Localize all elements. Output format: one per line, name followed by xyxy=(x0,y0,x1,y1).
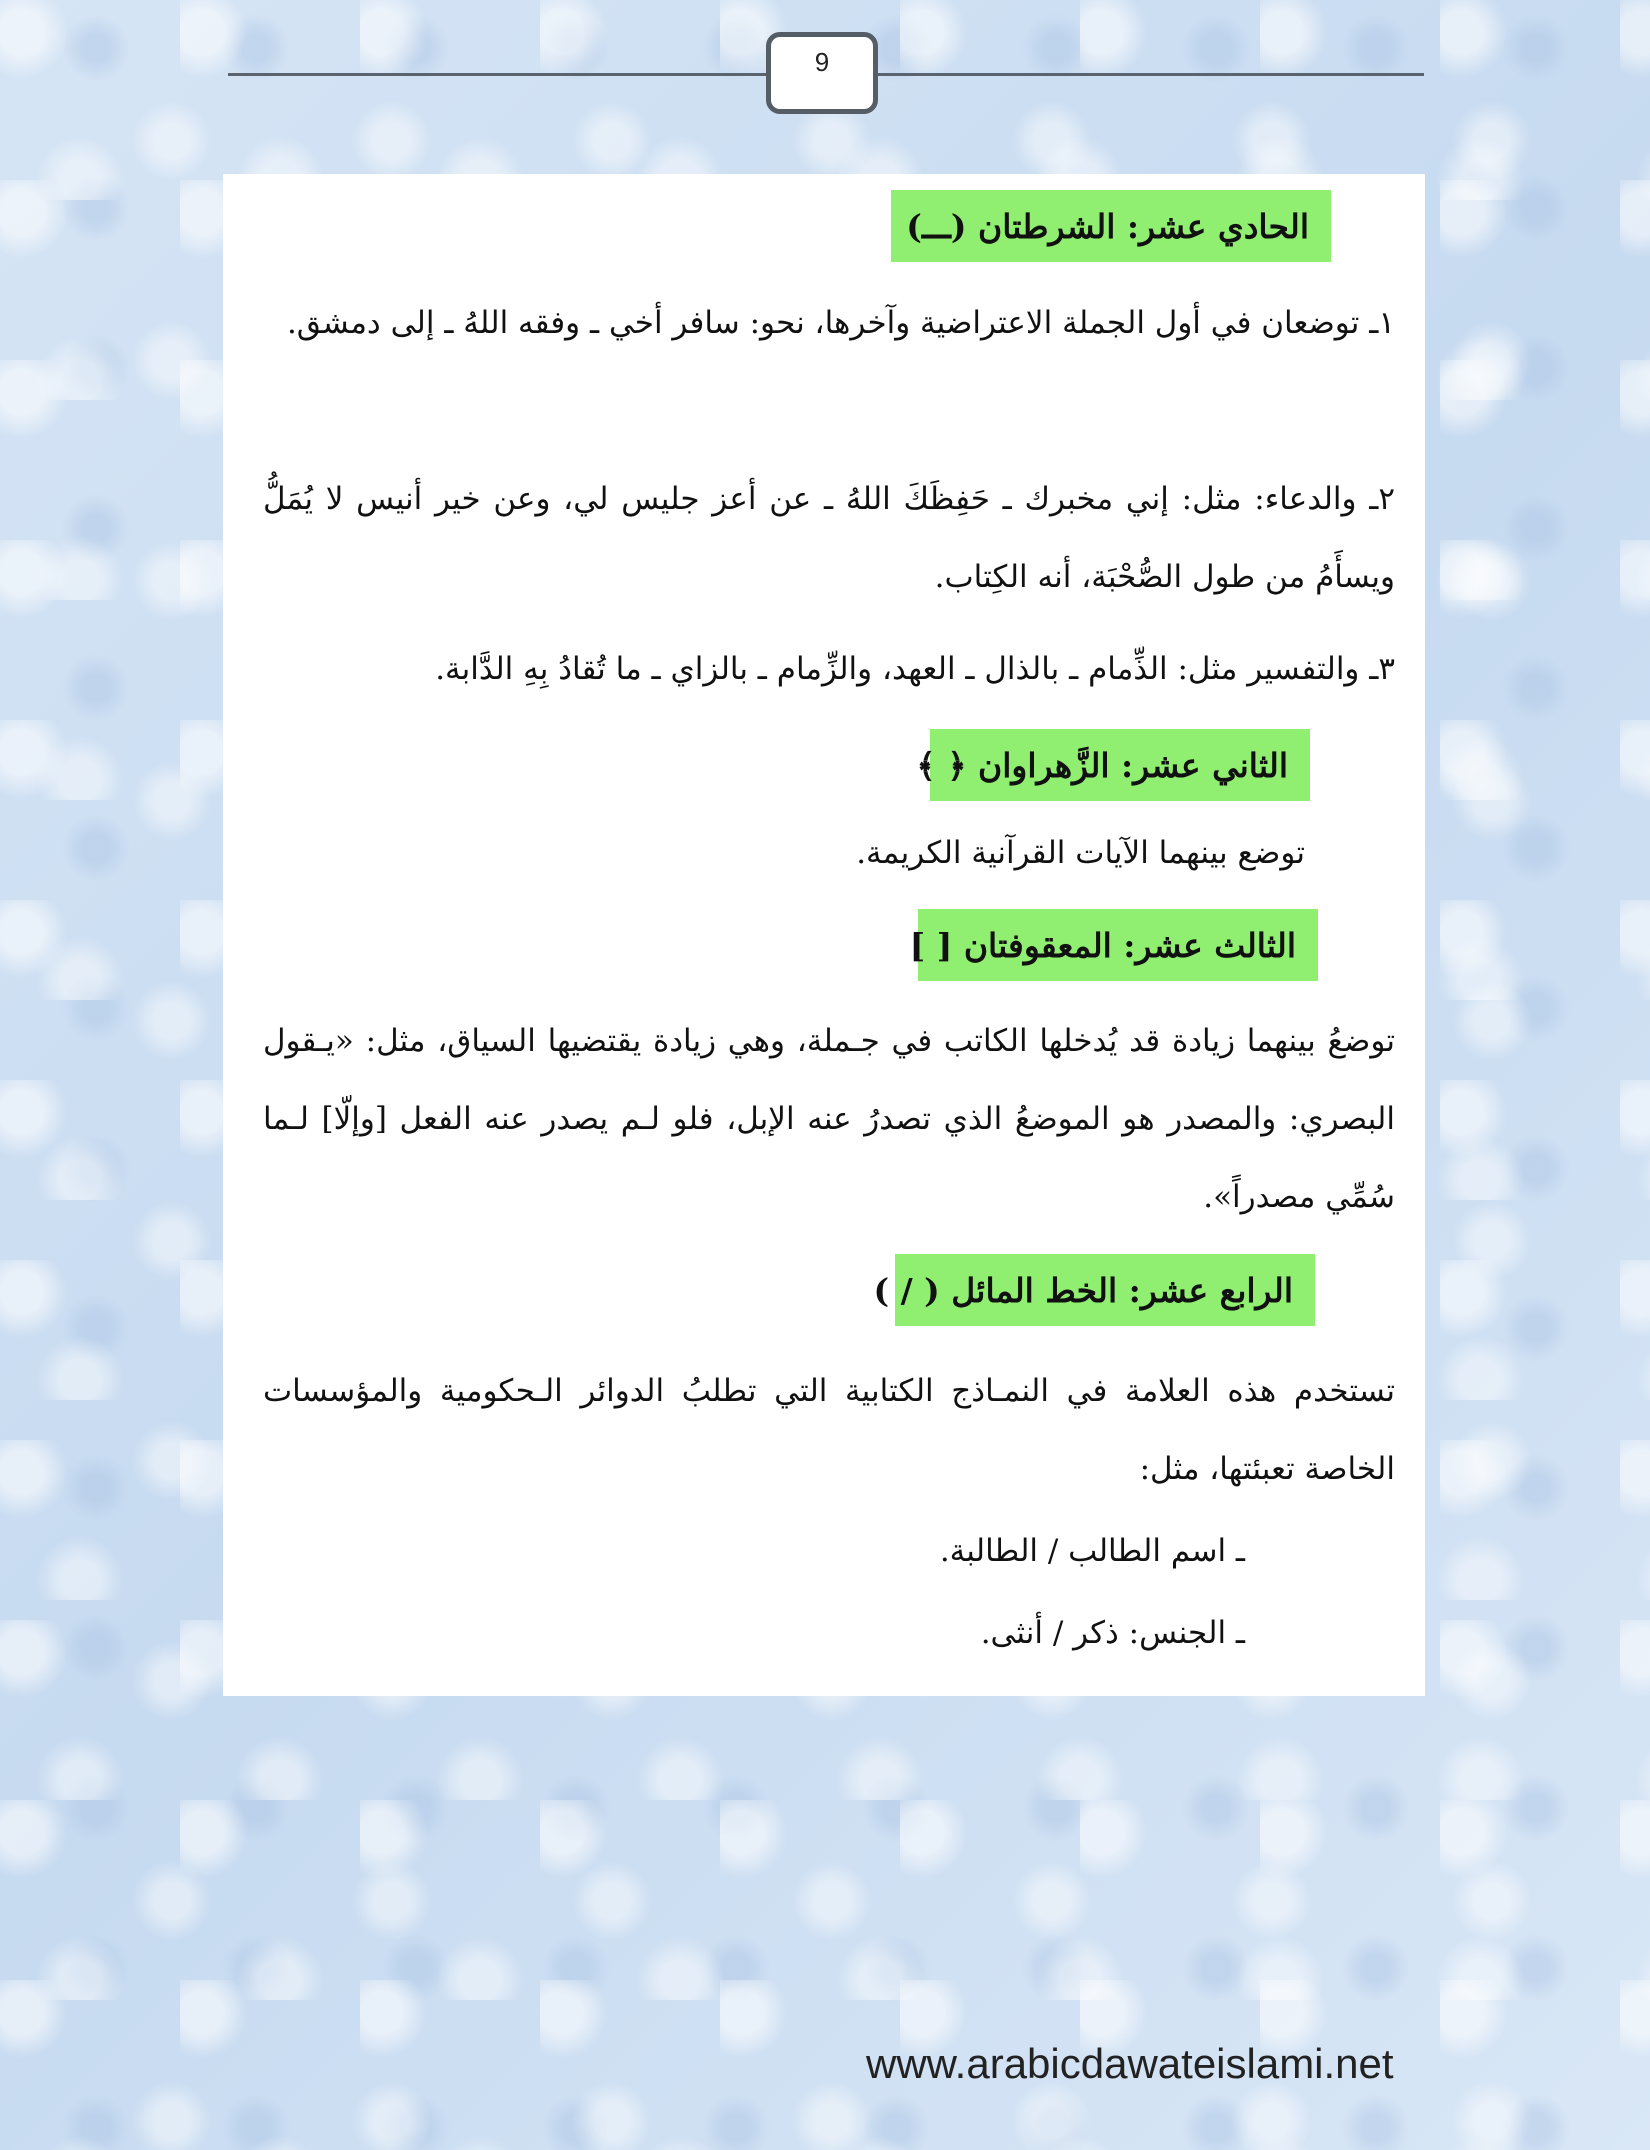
section-heading-14: الرابع عشر: الخط المائل ( / ) xyxy=(895,1254,1315,1326)
section-11-item-2: ٢ـ والدعاء: مثل: إني مخبرك ـ حَفِظَكَ اللهُ ـ عن أعز جليس لي، وعن خير أنيس لا يُمَلُّ ويسأَمُ من طول الصُّحْبَة، أنه الكِتاب. xyxy=(263,481,1395,595)
section-12-text: توضع بينهما الآيات القرآنية الكريمة. xyxy=(856,835,1305,871)
section-14-example-1: ـ اسم الطالب / الطالبة. xyxy=(939,1533,1245,1569)
content-panel xyxy=(223,174,1425,1696)
page-number-text: 9 xyxy=(814,47,830,77)
page-number xyxy=(766,32,878,114)
section-heading-12: الثاني عشر: الزَّهراوان ﴿ ﴾ xyxy=(930,729,1310,801)
section-14-text: تستخدم هذه العلامة في النمـاذج الكتابية التي تطلبُ الدوائر الـحكومية والمؤسسات الخاصة تعبئتها، مثل: xyxy=(263,1373,1395,1487)
section-11-item-3: ٣ـ والتفسير مثل: الذِّمام ـ بالذال ـ العهد، والزِّمام ـ بالزاي ـ ما تُقادُ بِهِ الدَّابة. xyxy=(435,651,1395,687)
footer-website-url: www.arabicdawateislami.net xyxy=(866,2040,1394,2087)
section-11-item-1: ١ـ توضعان في أول الجملة الاعتراضية وآخرها، نحو: سافر أخي ـ وفقه اللهُ ـ إلى دمشق. xyxy=(286,305,1395,341)
section-13-text: توضعُ بينهما زيادة قد يُدخلها الكاتب في جـملة، وهي زيادة يقتضيها السياق، مثل: «يـقول البصري: والمصدر هو الموضعُ الذي تصدرُ عنه الإبل، فلو لـم يصدر عنه الفعل [وإلّا] لـما سُمِّي مصدراً». xyxy=(263,1023,1395,1215)
section-14-example-2: ـ الجنس: ذكر / أنثى. xyxy=(980,1615,1245,1651)
section-heading-11: الحادي عشر: الشرطتان (ـــ) xyxy=(891,190,1331,262)
section-heading-13: الثالث عشر: المعقوفتان [ ] xyxy=(918,909,1318,981)
